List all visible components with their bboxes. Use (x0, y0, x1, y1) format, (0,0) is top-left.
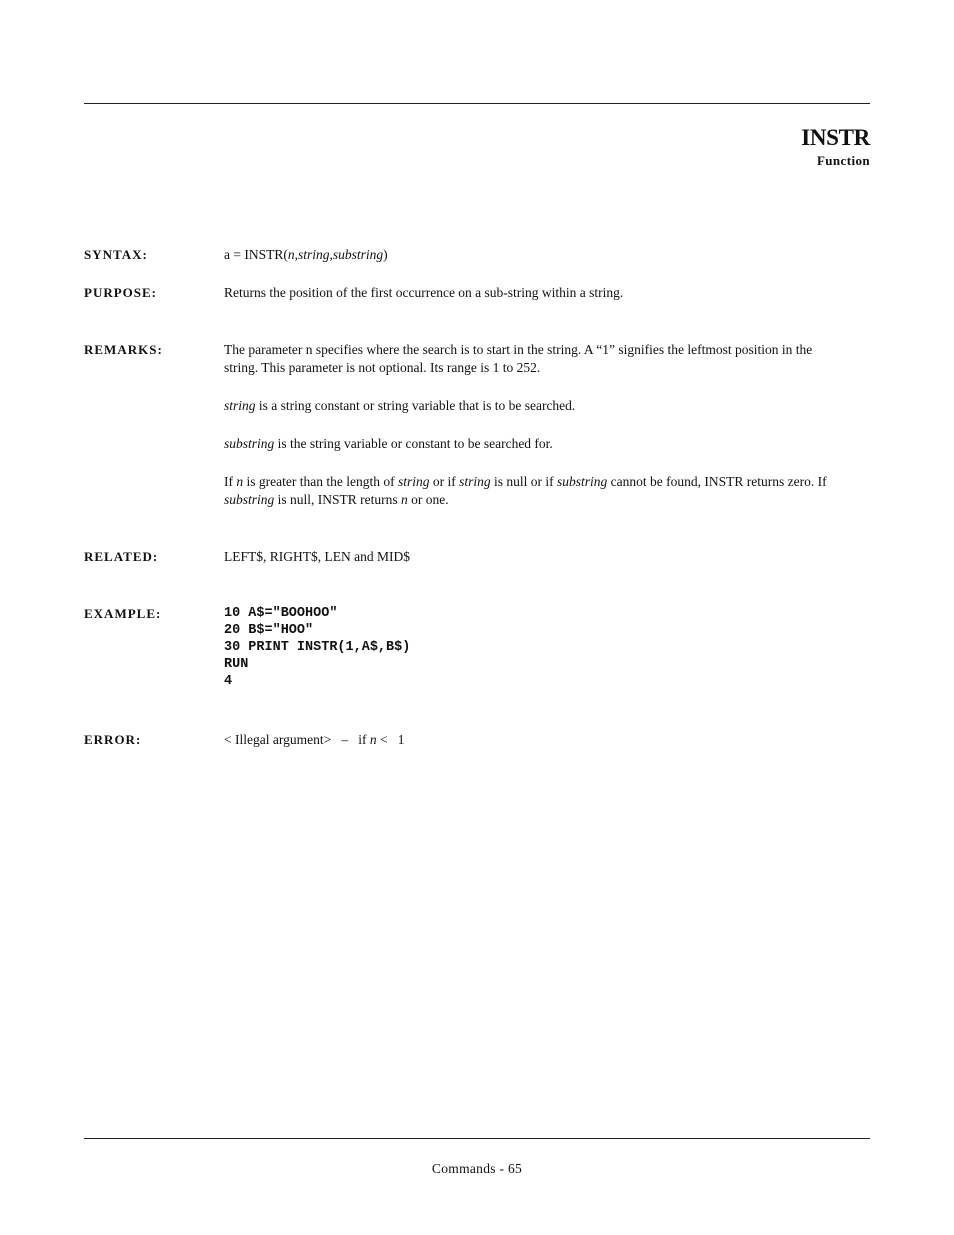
example-code-line-4: RUN (224, 657, 249, 672)
remarks-term-string: string (224, 398, 256, 413)
remarks-body (224, 341, 844, 509)
header-rule (84, 103, 870, 104)
related-body: LEFT$, RIGHT$, LEN and MID$ (224, 549, 410, 564)
syntax-sep2: , (329, 247, 333, 262)
remarks-p4-e: cannot be found, INSTR returns zero. If (607, 474, 827, 489)
example-label: EXAMPLE: (84, 606, 162, 621)
syntax-arg-n: n (287, 247, 295, 262)
error-label: ERROR: (84, 732, 142, 747)
remarks-paragraph-1: The parameter n specifies where the search is to start in the string. A “1” signifies the leftmost position in the string. This parameter is not optional. Its range is 1 to 252. (224, 342, 813, 375)
syntax-prefix: a = INSTR( (224, 247, 288, 262)
remarks-label: REMARKS: (84, 342, 163, 357)
remarks-p4-a: If (224, 474, 237, 489)
title-block (801, 124, 870, 169)
syntax-arg-substring: substring (332, 247, 384, 262)
remarks-paragraph-3 (224, 435, 844, 453)
error-prefix: < Illegal argument> – if (224, 732, 370, 747)
remarks-p4-n1: n (236, 474, 244, 489)
syntax-suffix: ) (383, 247, 388, 262)
error-suffix: < 1 (376, 732, 405, 747)
error-var: n (369, 732, 377, 747)
footer-rule (84, 1138, 870, 1139)
syntax-label: SYNTAX: (84, 247, 148, 262)
remarks-paragraph-2-text: is a string constant or string variable that is to be searched. (255, 398, 576, 413)
error-body (224, 731, 854, 749)
remarks-p4-g: or one. (407, 492, 449, 507)
remarks-p4-substring2: substring (224, 492, 275, 507)
remarks-p4-d: is null or if (490, 474, 557, 489)
syntax-sep1: , (294, 247, 298, 262)
page-subtitle: Function (816, 153, 870, 168)
remarks-p4-substring1: substring (556, 474, 608, 489)
remarks-paragraph-4 (224, 473, 844, 509)
remarks-p4-b: is greater than the length of (243, 474, 398, 489)
remarks-p4-n2: n (401, 492, 408, 507)
example-code-line-3: 30 PRINT INSTR(1,A$,B$) (224, 640, 411, 655)
remarks-p4-f: is null, INSTR returns (274, 492, 402, 507)
example-code (224, 605, 854, 690)
syntax-body (224, 246, 854, 264)
remarks-p4-c: or if (429, 474, 460, 489)
remarks-term-substring: substring (224, 436, 275, 451)
example-code-line-1: 10 A$="BOOHOO" (224, 606, 338, 621)
remarks-paragraph-3-text: is the string variable or constant to be searched for. (274, 436, 553, 451)
remarks-paragraph-2 (224, 397, 844, 415)
page-footer: Commands - 65 (431, 1161, 523, 1176)
purpose-body: Returns the position of the first occurrence on a sub-string within a string. (224, 285, 624, 300)
remarks-p4-string1: string (397, 474, 430, 489)
related-label: RELATED: (84, 549, 159, 564)
syntax-arg-string: string (297, 247, 330, 262)
page-title: INSTR (801, 125, 870, 150)
purpose-label: PURPOSE: (84, 285, 157, 300)
example-code-line-5: 4 (224, 674, 233, 689)
remarks-p4-string2: string (459, 474, 491, 489)
example-code-line-2: 20 B$="HOO" (224, 623, 314, 638)
